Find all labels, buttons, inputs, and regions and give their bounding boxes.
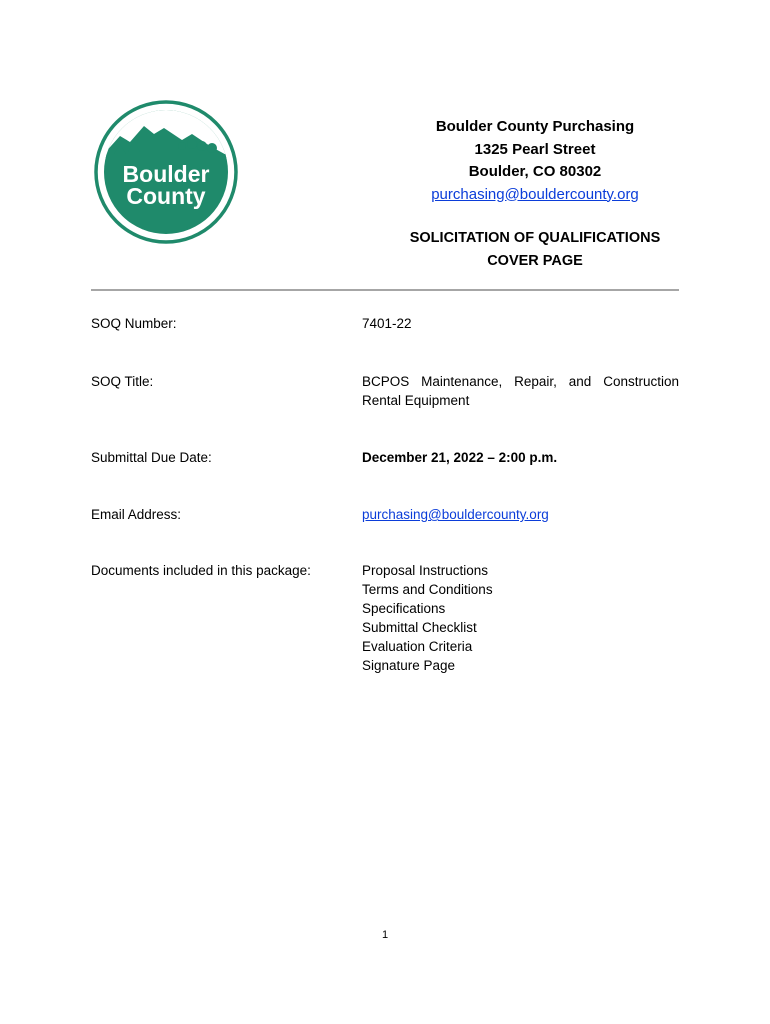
org-name: Boulder County Purchasing (435, 118, 635, 135)
soq-title-label: SOQ Title: (91, 374, 154, 389)
divider (91, 289, 679, 291)
purchasing-header (390, 116, 680, 206)
list-item: Specifications (362, 601, 446, 616)
email-label: Email Address: (91, 507, 182, 522)
soq-number-value: 7401-22 (362, 316, 412, 331)
page-number: 1 (381, 929, 389, 941)
document-title (390, 227, 680, 272)
list-item: Evaluation Criteria (362, 639, 473, 654)
list-item: Terms and Conditions (362, 582, 493, 597)
list-item: Signature Page (362, 658, 456, 673)
title-line1: SOLICITATION OF QUALIFICATIONS (409, 230, 661, 246)
street-address: 1325 Pearl Street (474, 140, 596, 158)
email-value (362, 505, 679, 524)
logo-line1: Boulder (122, 161, 210, 187)
list-item: Submittal Checklist (362, 620, 477, 635)
logo-line2: County (126, 183, 206, 209)
soq-title-value: BCPOS Maintenance, Repair, and Construction Rental Equipment (362, 374, 679, 408)
header-email-link[interactable]: purchasing@bouldercounty.org (431, 185, 639, 203)
documents-list (362, 561, 679, 675)
due-date-label: Submittal Due Date: (91, 450, 212, 465)
due-date-value: December 21, 2022 – 2:00 p.m. (362, 450, 558, 465)
soq-number-label: SOQ Number: (91, 316, 177, 331)
title-line2: COVER PAGE (487, 252, 583, 269)
city-state-zip: Boulder, CO 80302 (468, 163, 602, 180)
boulder-county-logo (92, 98, 240, 246)
list-item: Proposal Instructions (362, 563, 489, 578)
email-link[interactable]: purchasing@bouldercounty.org (362, 507, 549, 522)
documents-label: Documents included in this package: (91, 563, 311, 578)
